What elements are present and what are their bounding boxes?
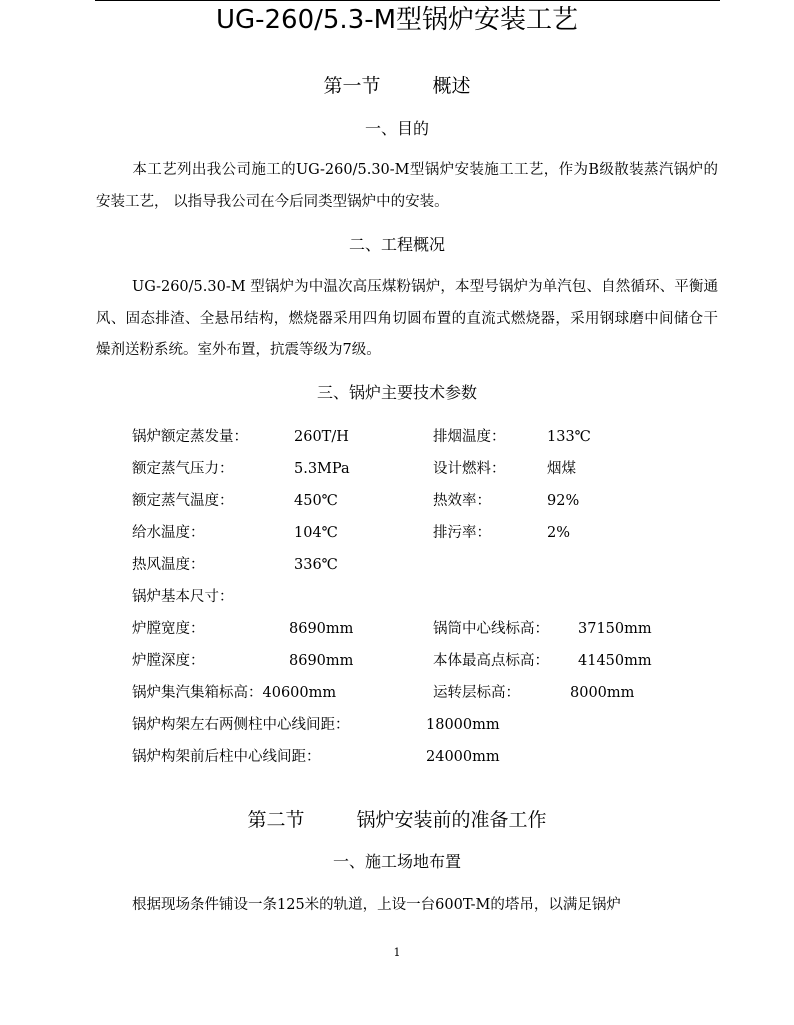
param-value: 336℃	[294, 557, 338, 573]
param-value: 2%	[547, 525, 571, 541]
param-value: 8000mm	[570, 685, 635, 701]
param-value: 92%	[547, 493, 580, 509]
heading-site-layout: 一、施工场地布置	[332, 852, 461, 871]
section-1-label: 第一节	[323, 75, 381, 97]
param-value: 24000mm	[426, 749, 500, 765]
param-label: 锅炉构架左右两侧柱中心线间距：	[132, 717, 350, 733]
heading-parameters: 三、锅炉主要技术参数	[316, 383, 477, 402]
document-title: UG-260/5.3-M型锅炉安装工艺	[215, 5, 579, 35]
param-label: 设计燃料：	[433, 461, 506, 477]
param-label: 运转层标高：	[433, 685, 520, 701]
param-label: 热效率：	[433, 493, 491, 509]
param-value: 8690mm	[289, 621, 354, 637]
paragraph-site-layout-text: 根据现场条件铺设一条125米的轨道，上设一台600T-M的塔吊，以满足锅炉	[132, 897, 621, 913]
param-label: 额定蒸气压力：	[132, 461, 234, 477]
param-value: 450℃	[294, 493, 338, 509]
param-label: 本体最高点标高：	[433, 653, 549, 669]
paragraph-overview-text: UG-260/5.30-M 型锅炉为中温次高压煤粉锅炉，本型号锅炉为单汽包、自然循环、平衡通风、固态排渣、全悬吊结构，燃烧器采用四角切圆布置的直流式燃烧器，采用钢球磨中间储仓干燥剂送粉系统。室外布置，抗震等级为7级。	[96, 279, 718, 358]
section-2-heading	[0, 808, 794, 832]
paragraph-overview	[96, 272, 718, 367]
param-label: 炉膛深度：	[132, 653, 205, 669]
param-value: 8690mm	[289, 653, 354, 669]
param-label: 额定蒸气温度：	[132, 493, 234, 509]
param-label: 给水温度：	[132, 525, 205, 541]
param-label: 锅炉基本尺寸：	[132, 589, 234, 605]
paragraph-purpose-text: 本工艺列出我公司施工的UG-260/5.30-M型锅炉安装施工工艺，作为B级散装蒸汽锅炉的安装工艺， 以指导我公司在今后同类型锅炉中的安装。	[96, 162, 718, 210]
section-2-name: 锅炉安装前的准备工作	[356, 809, 547, 831]
param-value: 133℃	[547, 429, 591, 445]
param-label: 炉膛宽度：	[132, 621, 205, 637]
param-value: 37150mm	[578, 621, 652, 637]
paragraph-purpose	[96, 155, 718, 218]
top-rule	[95, 0, 720, 1]
paragraph-site-layout	[96, 890, 718, 922]
section-1-name: 概述	[432, 75, 471, 97]
section-1-heading	[0, 74, 794, 98]
page-number: 1	[393, 946, 401, 959]
param-value: 260T/H	[294, 429, 349, 445]
param-label: 锅炉集汽集箱标高：40600mm	[132, 685, 337, 701]
param-value: 5.3MPa	[294, 461, 350, 477]
param-value: 烟煤	[547, 461, 576, 477]
section-2-label: 第二节	[247, 809, 305, 831]
param-value: 41450mm	[578, 653, 652, 669]
param-label: 排污率：	[433, 525, 491, 541]
param-label: 锅炉构架前后柱中心线间距：	[132, 749, 321, 765]
heading-purpose: 一、目的	[364, 119, 429, 138]
param-label: 排烟温度：	[433, 429, 506, 445]
param-label: 锅筒中心线标高：	[433, 621, 549, 637]
param-label: 锅炉额定蒸发量：	[132, 429, 248, 445]
param-value: 18000mm	[426, 717, 500, 733]
param-value: 104℃	[294, 525, 338, 541]
param-label: 热风温度：	[132, 557, 205, 573]
heading-overview: 二、工程概况	[348, 235, 445, 254]
